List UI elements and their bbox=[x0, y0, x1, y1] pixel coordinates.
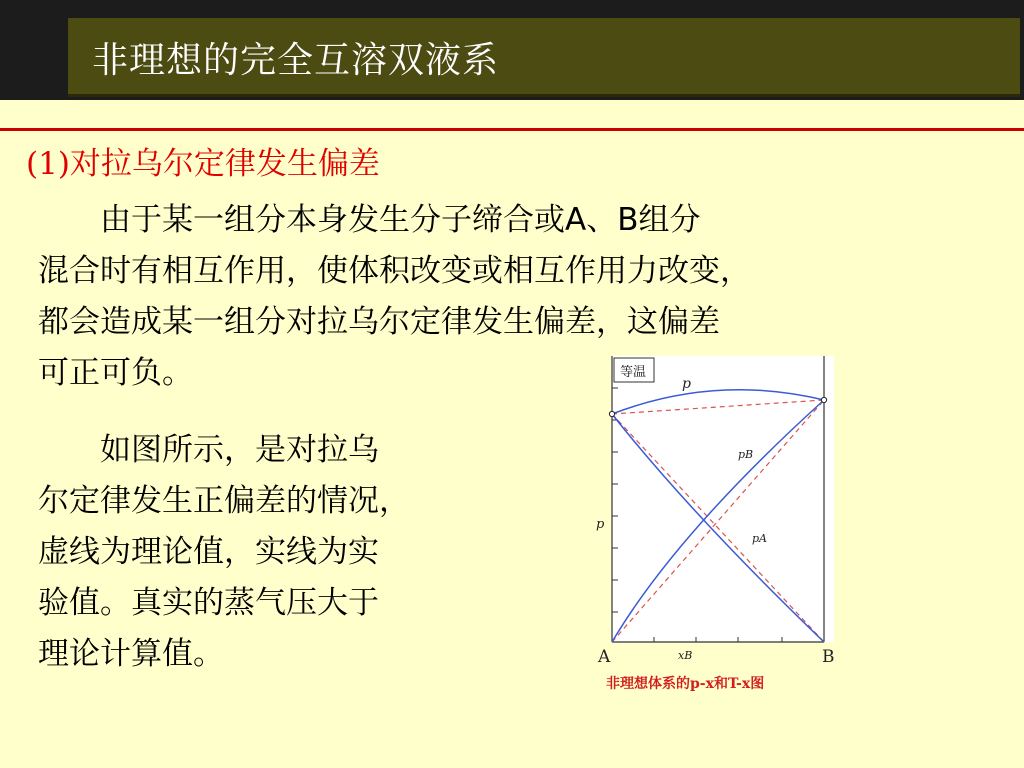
pressure-composition-figure bbox=[596, 354, 840, 698]
title-bar-background bbox=[0, 0, 1024, 100]
endpoint-right bbox=[821, 397, 826, 402]
paragraph-2-line: 验值。真实的蒸气压大于 bbox=[38, 585, 379, 621]
x-axis-label: xB bbox=[678, 649, 693, 662]
paragraph-1-line: 可正可负。 bbox=[38, 355, 193, 391]
paragraph-1-line: 由于某一组分本身发生分子缔合或A、B组分 bbox=[38, 202, 701, 238]
paragraph-1-line: 都会造成某一组分对拉乌尔定律发生偏差，这偏差 bbox=[38, 304, 720, 340]
x-right-label: B bbox=[822, 647, 835, 667]
slide-title: 非理想的完全互溶双液系 bbox=[92, 40, 500, 81]
section-subheading: (1)对拉乌尔定律发生偏差 bbox=[26, 146, 380, 182]
title-box bbox=[68, 18, 1020, 97]
red-divider-line bbox=[0, 128, 1024, 131]
figure-caption: 非理想体系的p-x和T-x图 bbox=[606, 676, 765, 692]
paragraph-2-line: 虚线为理论值，实线为实 bbox=[38, 534, 379, 570]
paragraph-2-line: 尔定律发生正偏差的情况， bbox=[38, 483, 410, 519]
isothermal-label: 等温 bbox=[620, 365, 647, 380]
curve-p-label: p bbox=[682, 376, 691, 392]
paragraph-2-line: 如图所示，是对拉乌 bbox=[38, 432, 379, 468]
y-axis-label: p bbox=[596, 517, 605, 532]
paragraph-2-line: 理论计算值。 bbox=[38, 636, 224, 672]
x-left-label: A bbox=[598, 647, 611, 667]
endpoint-left bbox=[609, 411, 614, 416]
paragraph-1-line: 混合时有相互作用，使体积改变或相互作用力改变， bbox=[38, 253, 751, 289]
curve-pB-label: pB bbox=[738, 448, 754, 461]
curve-pA-label: pA bbox=[752, 532, 767, 545]
paragraph-2 bbox=[38, 425, 498, 680]
